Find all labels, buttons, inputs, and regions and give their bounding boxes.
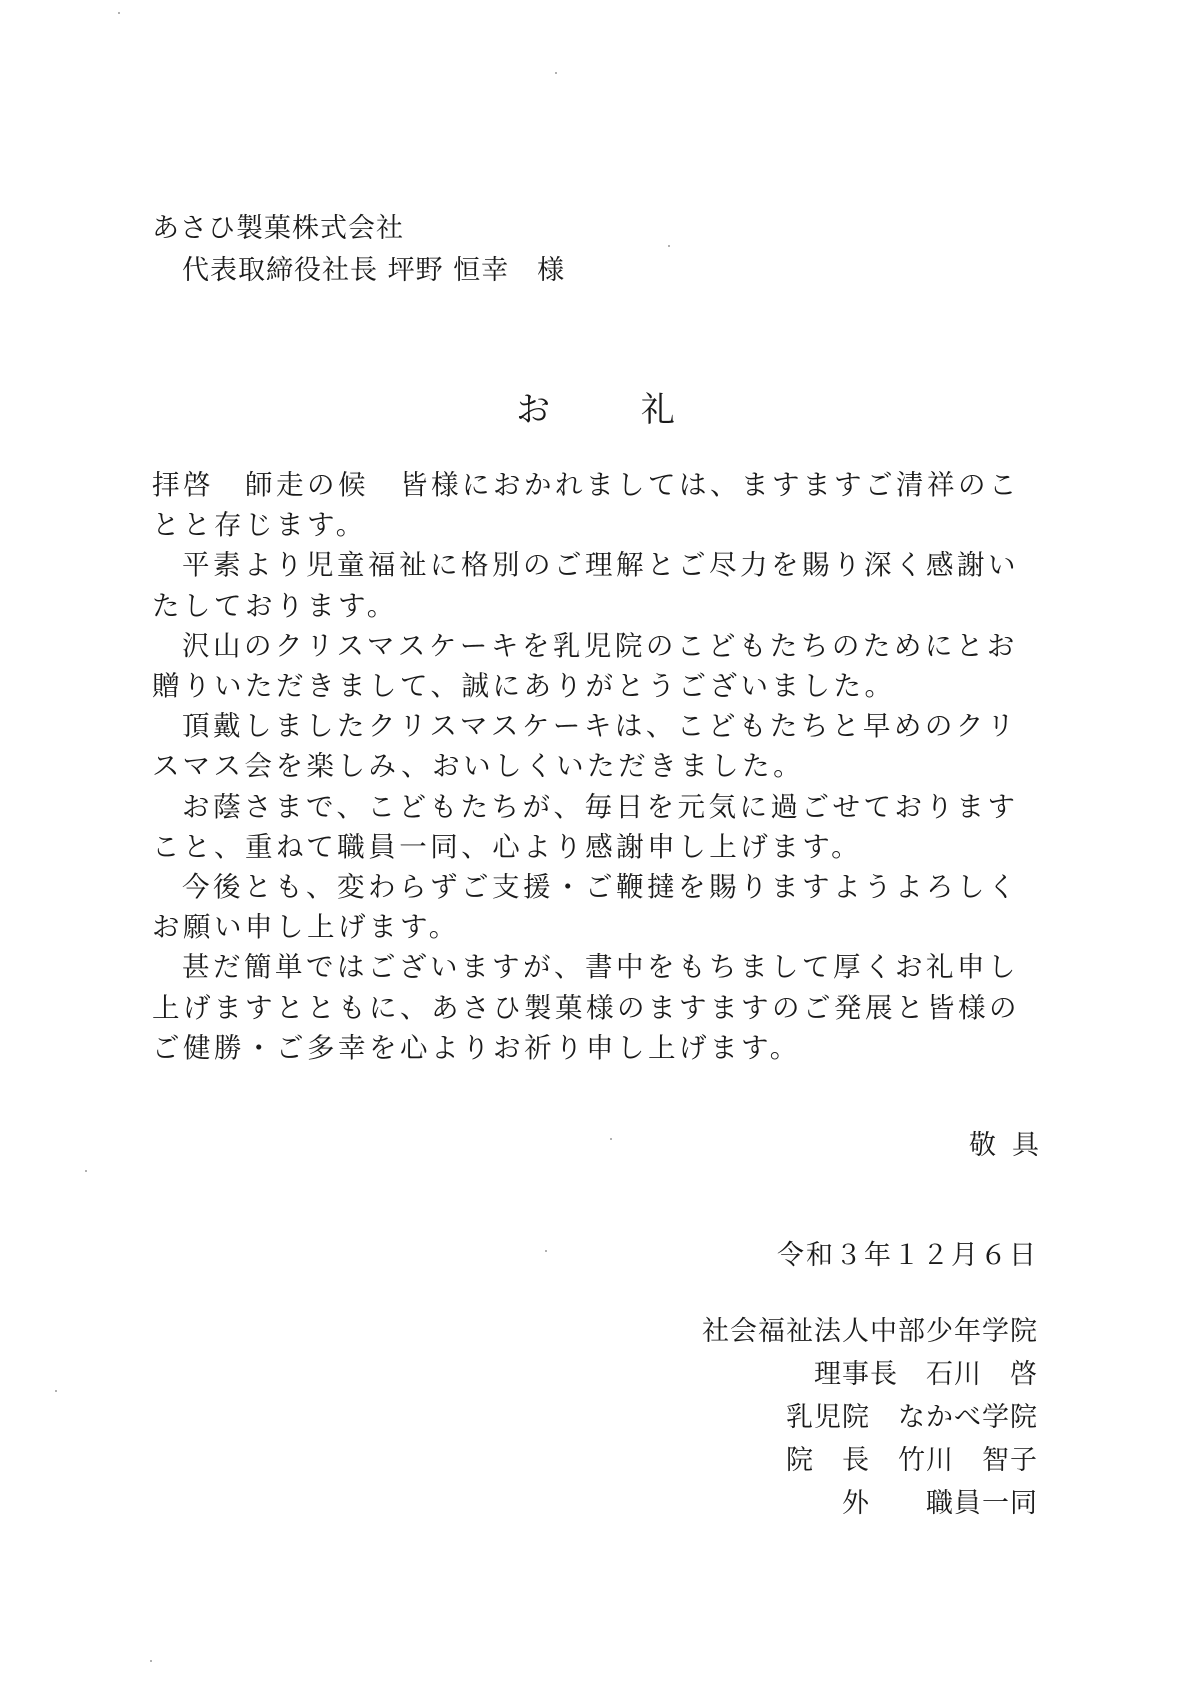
- body-paragraph: 沢山のクリスマスケーキを乳児院のこどもたちのためにとお贈りいただきまして、誠にありがとうございました。: [152, 629, 1018, 703]
- recipient-company: あさひ製菓株式会社: [152, 213, 404, 244]
- scan-speck: [668, 245, 670, 247]
- recipient-block: [152, 208, 565, 292]
- scan-speck: [610, 1138, 612, 1140]
- sender-block: [702, 1310, 1038, 1525]
- body-paragraph: 頂戴しましたクリスマスケーキは、こどもたちと早めのクリスマス会を楽しみ、おいしくいただきました。: [152, 710, 1018, 783]
- scan-speck: [150, 1660, 152, 1662]
- sender-organization: 社会福祉法人中部少年学院: [702, 1316, 1038, 1347]
- scan-speck: [55, 1390, 57, 1392]
- letter-title: お 礼: [516, 390, 715, 430]
- scan-speck: [555, 72, 557, 74]
- recipient-person-line: [152, 250, 565, 292]
- body-paragraph: 拝啓 師走の候 皆様におかれましては、ますますご清祥のことと存じます。: [152, 469, 1020, 542]
- body-paragraph: 今後とも、変わらずご支援・ご鞭撻を賜りますようよろしくお願い申し上げます。: [152, 871, 1019, 944]
- letter-date: 令和３年１２月６日: [777, 1240, 1038, 1271]
- recipient-honorific: 様: [537, 255, 566, 286]
- closing-phrase: 敬具: [969, 1130, 1055, 1161]
- sender-chairman: 理事長 石川 啓: [814, 1359, 1038, 1390]
- sender-director: 院 長 竹川 智子: [786, 1445, 1038, 1476]
- sender-institution: 乳児院 なかべ学院: [786, 1402, 1038, 1433]
- body-paragraph: 平素より児童福祉に格別のご理解とご尽力を賜り深く感謝いたしております。: [152, 549, 1019, 622]
- body-paragraph: 甚だ簡単ではございますが、書中をもちまして厚くお礼申し上げますとともに、あさひ製菓様のますますのご発展と皆様のご健勝・ご多幸を心よりお祈り申し上げます。: [152, 951, 1020, 1064]
- recipient-person: 代表取締役社長 坪野 恒幸: [182, 255, 510, 286]
- scan-speck: [118, 12, 120, 14]
- body-paragraph: お蔭さまで、こどもたちが、毎日を元気に過ごせておりますこと、重ねて職員一同、心より感謝申し上げます。: [152, 790, 1019, 863]
- sender-staff: 外 職員一同: [842, 1488, 1038, 1519]
- scan-speck: [85, 1170, 87, 1172]
- letter-body: [152, 465, 1040, 1068]
- scan-speck: [545, 1250, 547, 1252]
